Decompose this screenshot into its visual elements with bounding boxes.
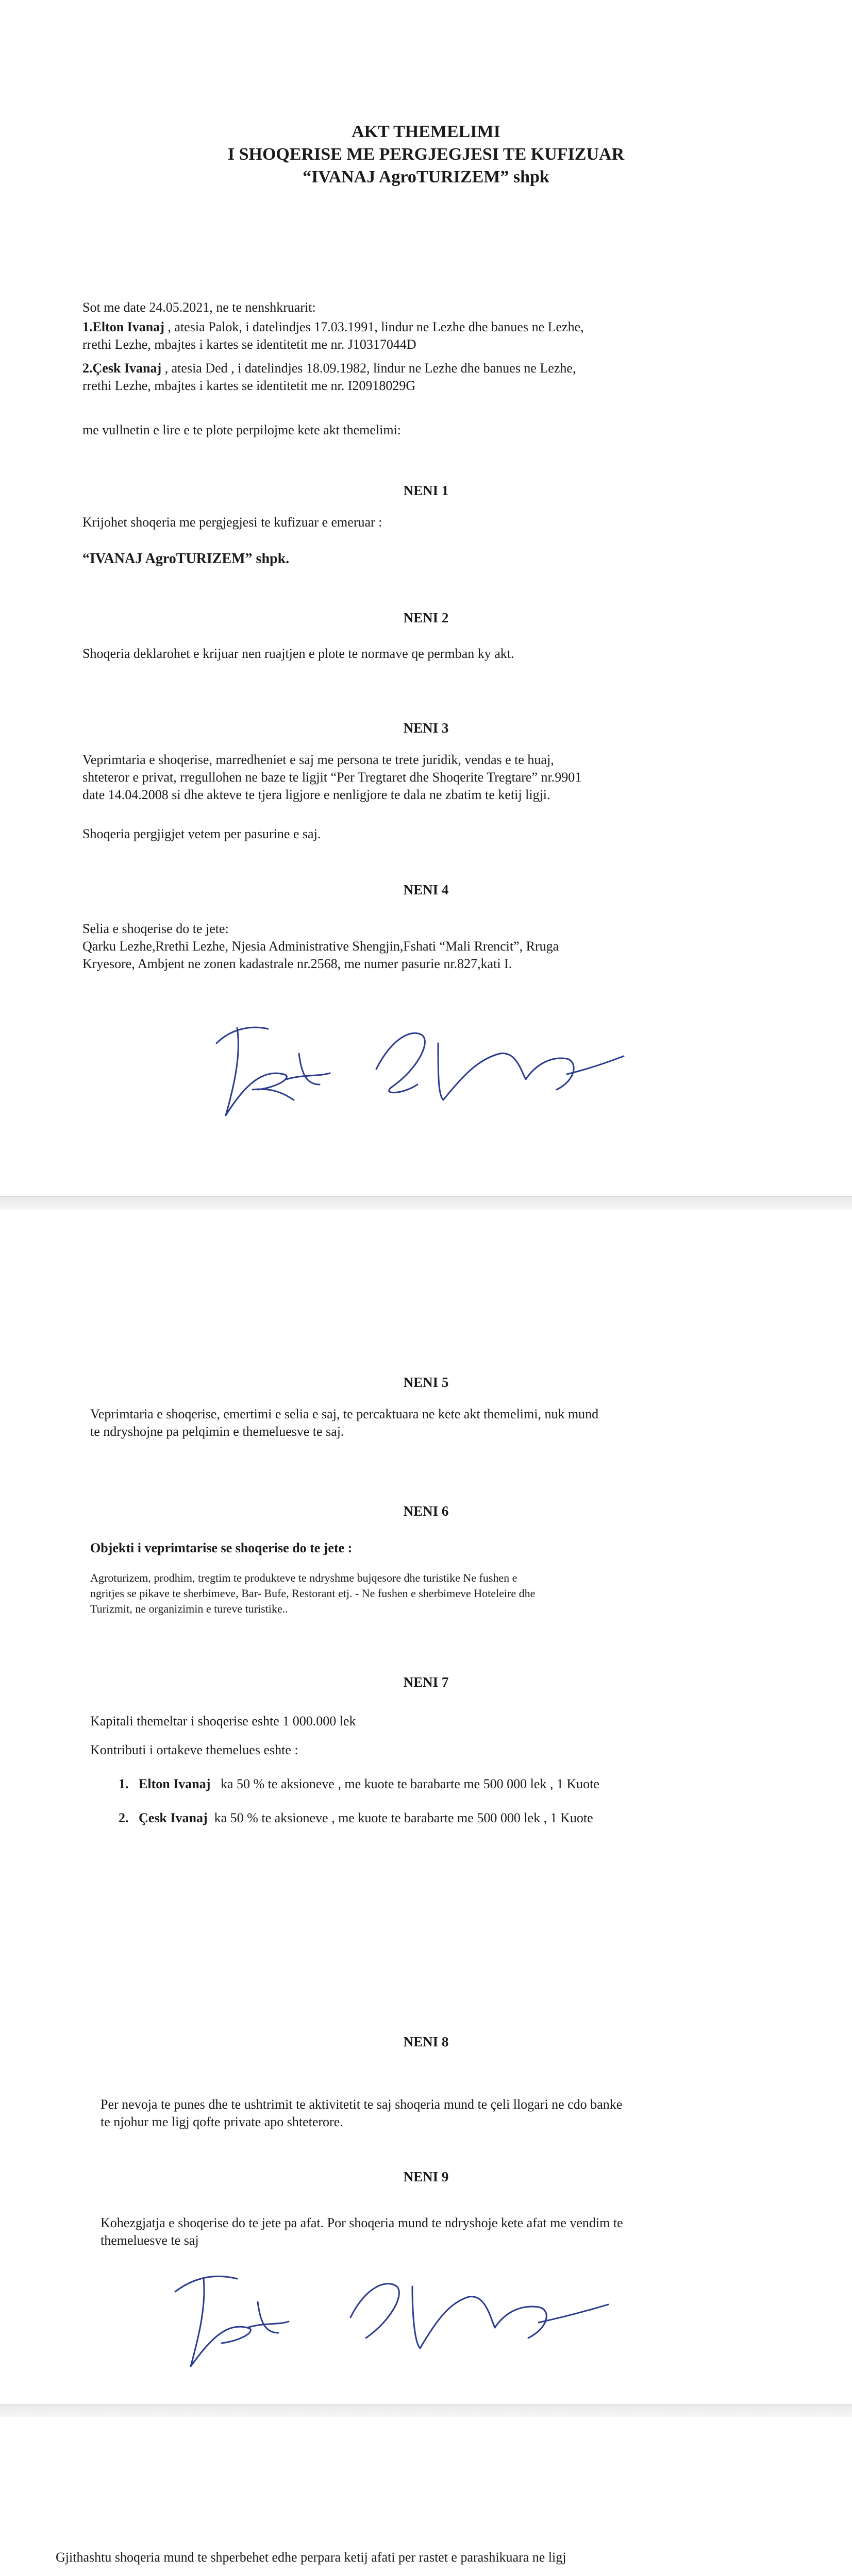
neni-4-line-1: Selia e shoqerise do te jete: [82, 921, 229, 936]
title-line-2: I SHOQERISE ME PERGJEGJESI TE KUFIZUAR [227, 145, 625, 164]
neni-3-heading: NENI 3 [403, 720, 449, 736]
neni-6-line-2: ngritjes se pikave te sherbimeve, Bar- Bufe, Restorant etj. - Ne fushen e sherbimeve Hoteleire dhe [90, 1587, 536, 1600]
neni-2-text: Shoqeria deklarohet e krijuar nen ruajtjen e plote te normave qe permban ky akt. [82, 646, 514, 661]
will-line: me vullnetin e lire e te plote perpilojme kete akt themelimi: [82, 422, 402, 437]
founder-2-name: 2.Çesk Ivanaj [82, 361, 162, 376]
neni-9-line-3: Gjithashtu shoqeria mund te shperbehet edhe perpara ketij afati per rastet e parashikuara ne ligj [56, 2550, 566, 2565]
neni-5-line-2: te ndryshojne pa pelqimin e themeluesve te saj. [90, 1424, 344, 1439]
neni-7-line-1: Kapitali themeltar i shoqerise eshte 1 000.000 lek [90, 1714, 356, 1728]
founder-2-line-2: rrethi Lezhe, mbajtes i kartes se identitetit me nr. I20918029G [82, 378, 416, 393]
neni-9-heading: NENI 9 [403, 2169, 449, 2184]
neni-7-heading: NENI 7 [403, 1674, 449, 1690]
neni-7-item-2-text: ka 50 % te aksioneve , me kuote te barabarte me 500 000 lek , 1 Kuote [214, 1810, 593, 1825]
page-1 [0, 0, 852, 1196]
neni-7-line-2: Kontributi i ortakeve themelues eshte : [90, 1742, 298, 1757]
neni-4-line-2: Qarku Lezhe,Rrethi Lezhe, Njesia Administrative Shengjin,Fshati “Mali Rrencit”, Rruga [82, 939, 559, 954]
page-3 [0, 2417, 852, 2576]
founder-2 [82, 360, 768, 377]
founder-1 [82, 318, 768, 336]
neni-6-line-1: Agroturizem, prodhim, tregtim te produkteve te ndryshme bujqesore dhe turistike Ne fushen e [90, 1571, 517, 1584]
neni-9-line-1: Kohezgjatja e shoqerise do te jete pa afat. Por shoqeria mund te ndryshoje kete afat me vendim te [101, 2215, 623, 2230]
neni-7-item-2 [119, 1809, 593, 1827]
neni-3-line-3: date 14.04.2008 si dhe akteve te tjera ligjore e nenligjore te dala ne zbatim te ketij ligji. [82, 787, 550, 802]
neni-2-heading: NENI 2 [403, 610, 449, 625]
neni-5-line-1: Veprimtaria e shoqerise, emertimi e selia e saj, te percaktuara ne kete akt themelimi, nuk mund [90, 1406, 599, 1421]
neni-7-item-2-num: 2. [119, 1810, 129, 1825]
neni-1-heading: NENI 1 [403, 483, 449, 498]
neni-4-heading: NENI 4 [403, 882, 449, 897]
neni-6-heading: NENI 6 [403, 1503, 449, 1519]
date-line: Sot me date 24.05.2021, ne te nenshkruarit: [82, 300, 316, 315]
neni-6-line-3: Turizmit, ne organizimin e tureve turistike.. [90, 1602, 288, 1615]
founder-2-details: , atesia Ded , i datelindjes 18.09.1982, lindur ne Lezhe dhe banues ne Lezhe, [161, 361, 576, 376]
signatures-page-1 [196, 997, 660, 1151]
signatures-page-2 [155, 2256, 670, 2389]
title-line-3: “IVANAJ AgroTURIZEM” shpk [303, 167, 549, 187]
neni-7-item-1-name: Elton Ivanaj [139, 1776, 211, 1791]
neni-3-line-1: Veprimtaria e shoqerise, marredheniet e saj me persona te trete juridik, vendas e te huaj, [82, 752, 554, 767]
page-separator [0, 1196, 852, 1211]
page-2 [0, 1210, 852, 2404]
neni-9-line-2: themeluesve te saj [101, 2233, 199, 2248]
neni-1-text: Krijohet shoqeria me pergjegjesi te kufizuar e emeruar : [82, 515, 382, 530]
neni-1-company-name: “IVANAJ AgroTURIZEM” shpk. [82, 551, 290, 567]
founder-1-details: , atesia Palok, i datelindjes 17.03.1991, lindur ne Lezhe dhe banues ne Lezhe, [164, 319, 584, 334]
founder-1-line-2: rrethi Lezhe, mbajtes i kartes se identitetit me nr. J10317044D [82, 337, 416, 352]
neni-3-line-2: shteteror e privat, rregullohen ne baze te ligjit “Per Tregtaret dhe Shoqerite Tregtare” nr.9901 [82, 770, 582, 785]
page-separator-2 [0, 2404, 852, 2418]
founder-1-name: 1.Elton Ivanaj [82, 319, 164, 334]
neni-4-line-3: Kryesore, Ambjent ne zonen kadastrale nr.2568, me numer pasurie nr.827,kati I. [82, 956, 512, 971]
neni-8-line-1: Per nevoja te punes dhe te ushtrimit te aktivitetit te saj shoqeria mund te çeli llogari ne cdo banke [101, 2097, 623, 2112]
neni-7-item-1-text: ka 50 % te aksioneve , me kuote te barabarte me 500 000 lek , 1 Kuote [220, 1776, 599, 1791]
neni-8-line-2: te njohur me ligj qofte private apo shteterore. [101, 2114, 343, 2129]
neni-7-item-1 [119, 1775, 599, 1793]
neni-7-item-2-name: Çesk Ivanaj [139, 1810, 208, 1825]
neni-3-line-4: Shoqeria pergjigjet vetem per pasurine e saj. [82, 826, 321, 841]
neni-7-item-1-num: 1. [119, 1776, 129, 1791]
neni-6-subheading: Objekti i veprimtarise se shoqerise do te jete : [90, 1540, 353, 1555]
neni-5-heading: NENI 5 [403, 1375, 449, 1390]
neni-8-heading: NENI 8 [403, 2034, 449, 2049]
title-line-1: AKT THEMELIMI [352, 122, 500, 141]
